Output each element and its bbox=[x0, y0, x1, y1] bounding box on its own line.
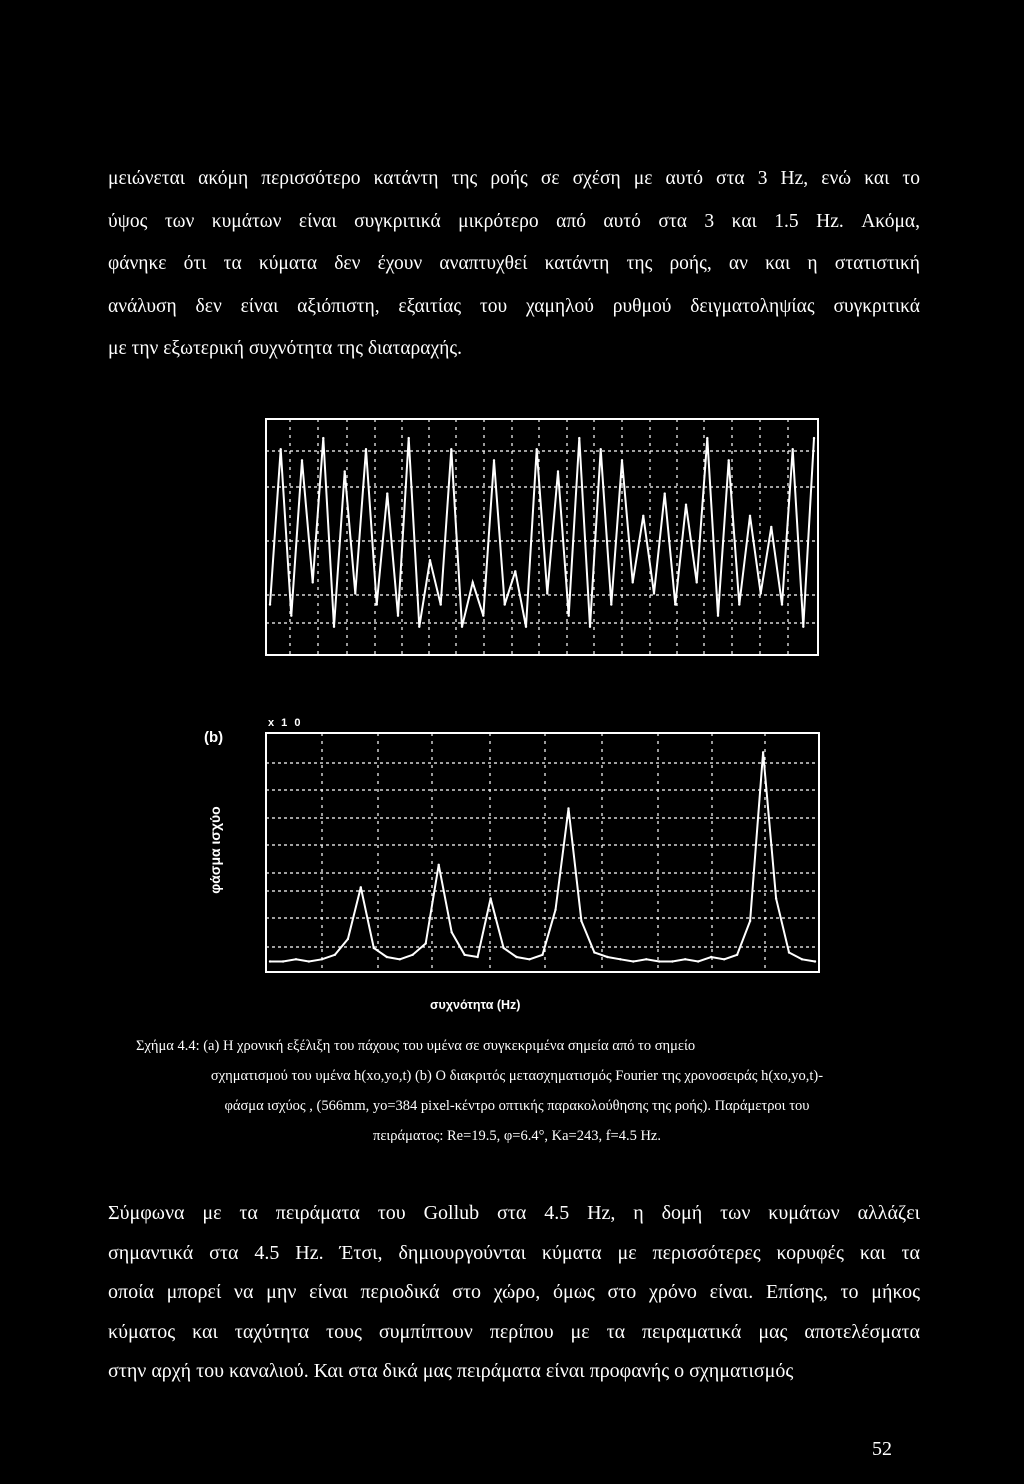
panel-a-point bbox=[397, 615, 399, 617]
panel-a-point bbox=[813, 437, 815, 439]
panel-b-point bbox=[606, 956, 608, 958]
paragraph-2 bbox=[108, 1194, 920, 1392]
panel-a-point bbox=[482, 615, 484, 617]
panel-a-point bbox=[376, 603, 378, 605]
panel-b-point bbox=[295, 958, 297, 960]
panel-a-point bbox=[621, 459, 623, 461]
panel-b-point bbox=[697, 960, 699, 962]
panel-a-point bbox=[354, 592, 356, 594]
panel-a-point bbox=[738, 603, 740, 605]
panel-b-point bbox=[438, 864, 440, 866]
panel-b-point bbox=[788, 951, 790, 953]
panel-a-point bbox=[312, 581, 314, 583]
panel-a-point bbox=[333, 626, 335, 628]
panel-b-plot bbox=[266, 733, 819, 972]
panel-b-point bbox=[775, 897, 777, 899]
panel-b-point bbox=[489, 897, 491, 899]
panel-b-point bbox=[528, 958, 530, 960]
panel-a-point bbox=[514, 570, 516, 572]
panel-b-point bbox=[593, 951, 595, 953]
panel-b-point bbox=[814, 960, 816, 962]
panel-a-point bbox=[440, 603, 442, 605]
panel-b-point bbox=[308, 960, 310, 962]
panel-a-point bbox=[642, 515, 644, 517]
panel-b-point bbox=[723, 958, 725, 960]
caption-line: φάσμα ισχύος , (566mm, yο=384 pixel-κέντρο οπτικής παρακολούθησης της ροής). Παράμετροι του bbox=[224, 1098, 810, 1114]
panel-b-point bbox=[736, 954, 738, 956]
panel-b-point bbox=[580, 920, 582, 922]
panel-a-point bbox=[578, 437, 580, 439]
panel-a-point bbox=[280, 448, 282, 450]
panel-b-point bbox=[425, 942, 427, 944]
page-number: 52 bbox=[872, 1438, 892, 1460]
panel-a-point bbox=[685, 504, 687, 506]
panel-b-ylabel bbox=[200, 790, 230, 910]
panel-a-point bbox=[706, 437, 708, 439]
paragraph-2-line: στην αρχή του καναλιού. Και στα δικά μας πειράματα είναι προφανής ο σχηματισμός bbox=[108, 1360, 794, 1382]
panel-b-point bbox=[282, 960, 284, 962]
panel-a-point bbox=[450, 448, 452, 450]
panel-b-point bbox=[399, 958, 401, 960]
panel-b-point bbox=[619, 958, 621, 960]
panel-a-point bbox=[386, 492, 388, 494]
panel-a-point bbox=[525, 626, 527, 628]
panel-a-point bbox=[408, 437, 410, 439]
caption-line: Σχήμα 4.4: (a) Η χρονική εξέλιξη του πάχους του υμένα σε συγκεκριμένα σημεία από το σημείο bbox=[136, 1038, 696, 1054]
panel-a-point bbox=[365, 448, 367, 450]
paragraph-2-line: οποία μπορεί να μην είναι περιοδικά στο χώρο, όμως στο χρόνο είναι. Επίσης, το μήκος bbox=[108, 1281, 920, 1303]
series-line bbox=[270, 752, 815, 961]
panel-b-point bbox=[451, 931, 453, 933]
paragraph-1-line: φάνηκε ότι τα κύματα δεν έχουν αναπτυχθεί κατάντη της ροής, αν και η στατιστική bbox=[108, 253, 920, 274]
panel-a-point bbox=[461, 626, 463, 628]
panel-a-point bbox=[557, 470, 559, 472]
panel-a-point bbox=[472, 581, 474, 583]
panel-b-point bbox=[321, 958, 323, 960]
panel-a-point bbox=[760, 592, 762, 594]
figure-caption bbox=[136, 1031, 898, 1151]
panel-a-point bbox=[696, 581, 698, 583]
paragraph-1-line: ύψος των κυμάτων είναι συγκριτικά μικρότερο από αυτό στα 3 και 1.5 Hz. Ακόμα, bbox=[108, 210, 920, 232]
panel-a-point bbox=[568, 615, 570, 617]
panel-b-point bbox=[269, 960, 271, 962]
paragraph-1-line: με την εξωτερική συχνότητα της διαταραχής. bbox=[108, 338, 462, 359]
caption-line: πειράματος: Re=19.5, φ=6.4°, Ka=243, f=4.5 Hz. bbox=[373, 1128, 661, 1144]
panel-b-point bbox=[554, 909, 556, 911]
panel-b-point bbox=[567, 807, 569, 809]
panel-a-point bbox=[749, 515, 751, 517]
panel-b-label: (b) bbox=[204, 729, 224, 746]
panel-b-point bbox=[334, 954, 336, 956]
panel-b-point bbox=[749, 920, 751, 922]
panel-a-point bbox=[802, 626, 804, 628]
panel-b-xlabel: συχνότητα (Hz) bbox=[430, 998, 521, 1012]
panel-a-point bbox=[589, 626, 591, 628]
panel-a-point bbox=[717, 615, 719, 617]
panel-a-plot bbox=[266, 419, 818, 655]
panel-a-point bbox=[781, 603, 783, 605]
panel-a-point bbox=[546, 592, 548, 594]
panel-a-point bbox=[344, 470, 346, 472]
panel-b-multiplier: x 1 0 bbox=[268, 717, 303, 729]
panel-b-point bbox=[684, 958, 686, 960]
panel-b-point bbox=[502, 947, 504, 949]
panel-a-point bbox=[674, 603, 676, 605]
panel-b-point bbox=[360, 886, 362, 888]
panel-b-point bbox=[412, 954, 414, 956]
panel-b-point bbox=[671, 960, 673, 962]
panel-b-point bbox=[541, 954, 543, 956]
panel-a-point bbox=[429, 559, 431, 561]
paragraph-1-line: μειώνεται ακόμη περισσότερο κατάντη της ροής σε σχέση με αυτό στα 3 Hz, ενώ και το bbox=[108, 168, 920, 189]
panel-b-point bbox=[710, 956, 712, 958]
panel-b-point bbox=[645, 958, 647, 960]
panel-a-point bbox=[610, 603, 612, 605]
panel-a-point bbox=[792, 448, 794, 450]
panel-b-point bbox=[658, 960, 660, 962]
panel-b-ylabel-text: φάσμα ισχύο bbox=[207, 806, 223, 894]
panel-b-series bbox=[269, 751, 816, 963]
panel-a-point bbox=[728, 459, 730, 461]
panel-b-point bbox=[476, 956, 478, 958]
caption-line: σχηματισμού του υμένα h(xο,yο,t) (b) Ο διακριτός μετασχηματισμός Fourier της χρονοσειράς h(xο,yο,t)- bbox=[210, 1068, 824, 1084]
panel-a-point bbox=[301, 459, 303, 461]
panel-b-point bbox=[762, 751, 764, 753]
panel-b-point bbox=[347, 938, 349, 940]
panel-a-point bbox=[269, 603, 271, 605]
paragraph-2-line: σημαντικά στα 4.5 Hz. Έτσι, δημιουργούνται κύματα με περισσότερες κορυφές και τα bbox=[108, 1241, 920, 1264]
paragraph-2-line: Σύμφωνα με τα πειράματα του Gollub στα 4.5 Hz, η δομή των κυμάτων αλλάζει bbox=[108, 1202, 920, 1224]
panel-a-point bbox=[493, 459, 495, 461]
panel-b-point bbox=[373, 947, 375, 949]
panel-a-point bbox=[290, 615, 292, 617]
paragraph-1-line: ανάλυση δεν είναι αξιόπιστη, εξαιτίας του χαμηλού ρυθμού δειγματοληψίας συγκριτικά bbox=[108, 295, 920, 317]
panel-a-point bbox=[600, 448, 602, 450]
panel-a-point bbox=[418, 626, 420, 628]
panel-a-point bbox=[770, 526, 772, 528]
panel-a-point bbox=[504, 603, 506, 605]
panel-a-point bbox=[322, 437, 324, 439]
panel-b-point bbox=[463, 954, 465, 956]
panel-b-point bbox=[386, 956, 388, 958]
panel-a-series bbox=[269, 437, 815, 628]
panel-a-point bbox=[653, 592, 655, 594]
paragraph-2-line: κύματος και ταχύτητα τους συμπίπτουν περίπου με τα πειραματικά μας αποτελέσματα bbox=[108, 1320, 920, 1343]
panel-b-point bbox=[632, 960, 634, 962]
panel-a-point bbox=[536, 448, 538, 450]
panel-b-point bbox=[515, 956, 517, 958]
panel-b-point bbox=[801, 958, 803, 960]
panel-a-point bbox=[632, 581, 634, 583]
panel-a-point bbox=[664, 492, 666, 494]
